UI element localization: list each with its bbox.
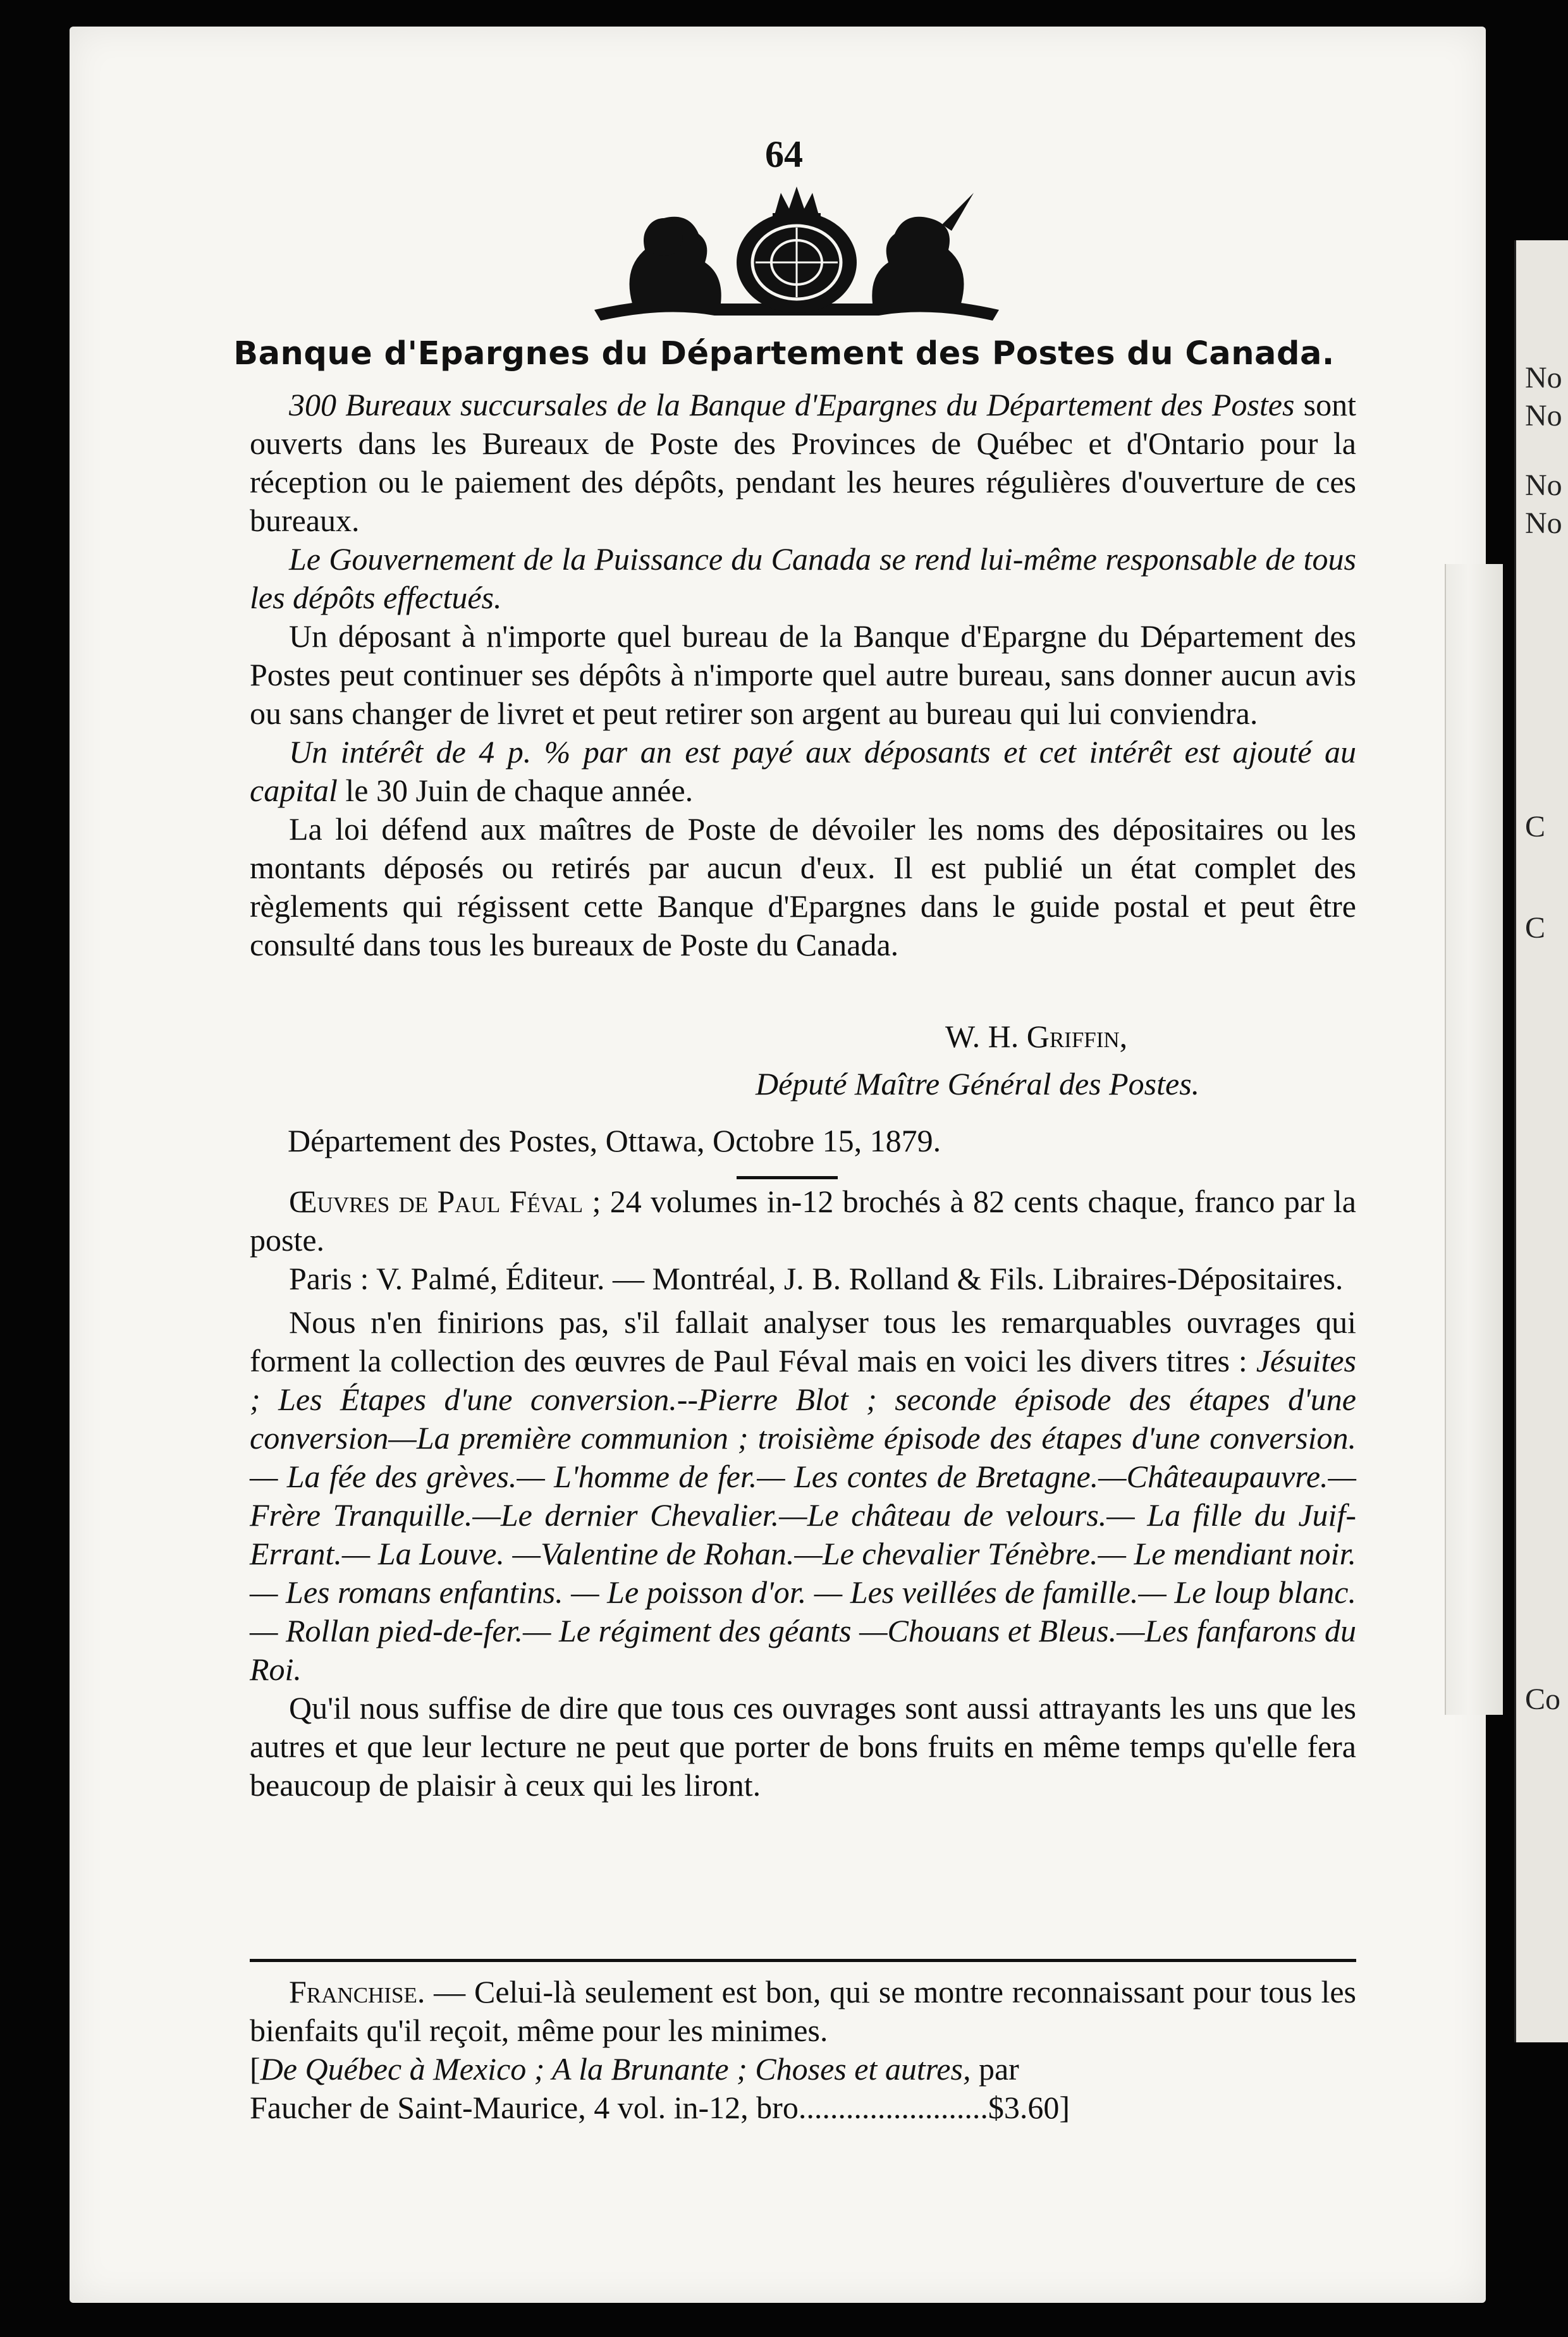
- notice-paragraph: Le Gouvernement de la Puissance du Canada se rend lui-même responsable de tous les dépôts effectués.: [250, 541, 1356, 615]
- notice-italic-text: Un intérêt de 4 p. % par an est payé aux déposants et cet intérêt est ajouté au capital: [250, 734, 1356, 808]
- feval-paragraph: Paris : V. Palmé, Éditeur. — Montréal, J. B. Rolland & Fils. Libraires-Dépositaires.: [289, 1261, 1344, 1296]
- notice-paragraph: [250, 733, 1356, 810]
- notice-paragraph: Un déposant à n'importe quel bureau de la Banque d'Epargne du Département des Postes peut continuer ses dépôts à n'importe quel autre bureau, sans donner aucun avis ou sans changer de livret et peut retirer son argent au bureau qui lui conviendra.: [250, 618, 1356, 731]
- feval-paragraph: [250, 1303, 1356, 1689]
- footer-ad-line: Faucher de Saint-Maurice, 4 vol. in-12, bro........................$3.60]: [250, 2090, 1070, 2125]
- footer-ad-bracket: [: [250, 2051, 260, 2087]
- adjacent-page-fragment: Co: [1525, 1683, 1561, 1716]
- footer-paragraph: [250, 1973, 1356, 2050]
- adjacent-page-fragment: C: [1525, 810, 1546, 843]
- dateline: Département des Postes, Ottawa, Octobre 15, 1879.: [288, 1123, 941, 1158]
- footer-text: — Celui-là seulement est bon, qui se montre reconnaissant pour tous les bienfaits qu'il reçoit, même pour les minimes.: [250, 1974, 1356, 2048]
- adjacent-page-fragment: No: [1525, 361, 1562, 395]
- footer-ad-titles: De Québec à Mexico ; A la Brunante ; Choses et autres,: [260, 2051, 971, 2087]
- feval-text: Nous n'en finirions pas, s'il fallait analyser tous les remarquables ouvrages qui forment la collection des œuvres de Paul Féval mais en voici les divers titres :: [250, 1304, 1356, 1378]
- adjacent-page-fragment: No: [1525, 469, 1562, 502]
- page-number: 64: [765, 133, 803, 175]
- royal-coat-of-arms-emblem: [588, 180, 1005, 332]
- feval-paragraph: [250, 1182, 1356, 1260]
- feval-title: Œuvres de Paul Féval: [289, 1184, 584, 1219]
- notice-heading: Banque d'Epargnes du Département des Postes du Canada.: [233, 335, 1335, 372]
- feval-advertisement: [250, 1182, 1356, 1805]
- notice-paragraph: [250, 386, 1356, 540]
- footer-ad-line: [250, 2050, 1356, 2089]
- footer: [250, 1973, 1356, 2127]
- adjacent-page-edge: [1514, 240, 1568, 2042]
- signature: W. H. Griffin,: [945, 1019, 1128, 1054]
- adjacent-page-fragment: C: [1525, 911, 1546, 945]
- notice-text: le 30 Juin de chaque année.: [337, 773, 694, 808]
- signature-title: Député Maître Général des Postes.: [756, 1066, 1200, 1101]
- adjacent-page-fragment: No: [1525, 399, 1562, 432]
- page-fold: [1445, 564, 1503, 1715]
- adjacent-page-fragment: No: [1525, 506, 1562, 540]
- feval-text: ; 24 volumes in-12 brochés à 82 cents chaque, franco par la poste.: [250, 1184, 1356, 1258]
- notice-text: sont ouverts dans les Bureaux de Poste des Provinces de Québec et d'Ontario pour la réception ou le paiement des dépôts, pendant les heures régulières d'ouverture de ces bureaux.: [250, 387, 1356, 538]
- footer-divider: [250, 1959, 1356, 1962]
- feval-titles-list: Jésuites ; Les Étapes d'une conversion.--Pierre Blot ; seconde épisode des étapes d'une conversion—La première communion ; troisième épisode des étapes d'une conversion.— La fée des grèves.— L'homme de fer.— Les contes de Bretagne.—Châteaupauvre.—Frère Tranquille.—Le dernier Chevalier.—Le château de velours.— La fille du Juif-Errant.— La Louve. —Valentine de Rohan.—Le chevalier Ténèbre.— Le mendiant noir. — Les romans enfantins. — Le poisson d'or. — Les veillées de famille.— Le loup blanc.— Rollan pied-de-fer.— Le régiment des géants —Chouans et Bleus.—Les fanfarons du Roi.: [250, 1343, 1356, 1687]
- notice-italic-text: 300 Bureaux succursales de la Banque d'Epargnes du Département des Postes: [289, 387, 1295, 422]
- feval-paragraph: Qu'il nous suffise de dire que tous ces ouvrages sont aussi attrayants les uns que les autres et que leur lecture ne peut que porter de bons fruits en même temps qu'elle fera beaucoup de plaisir à ceux qui les liront.: [250, 1690, 1356, 1803]
- footer-ad-par: par: [971, 2051, 1019, 2087]
- footer-label: Franchise.: [289, 1974, 426, 2009]
- section-divider: [737, 1176, 838, 1179]
- savings-bank-notice: [250, 386, 1356, 964]
- notice-paragraph: La loi défend aux maîtres de Poste de dévoiler les noms des dépositaires ou les montants déposés ou retirés par aucun d'eux. Il est publié un état complet des règlements qui régissent cette Banque d'Epargnes dans le guide postal et peut être consulté dans tous les bureaux de Poste du Canada.: [250, 811, 1356, 962]
